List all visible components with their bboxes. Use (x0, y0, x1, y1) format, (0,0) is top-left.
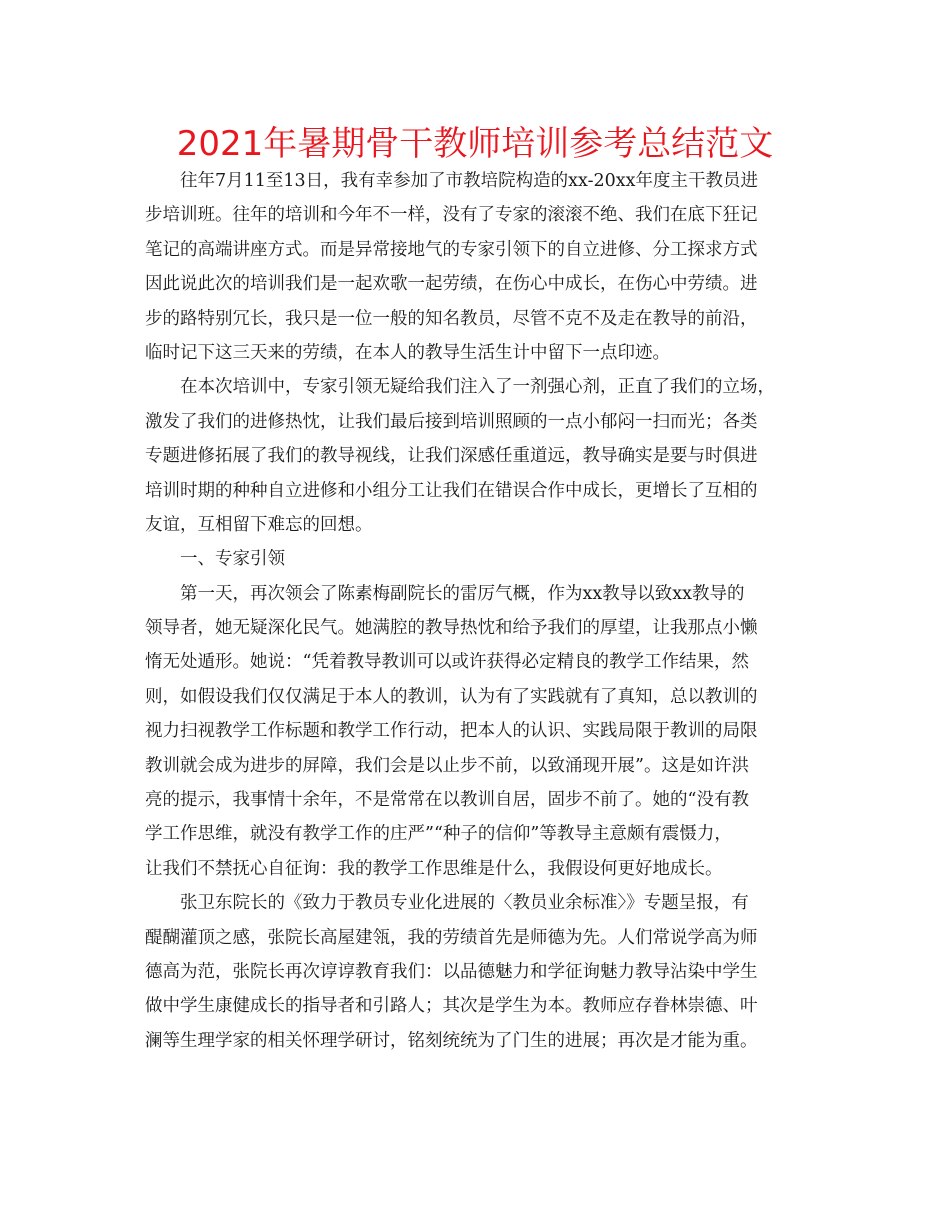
text-line: 视力扫视教学工作标题和教学工作行动，把本人的认识、实践局限于教训的局限 (145, 721, 758, 742)
text-line: 惰无处遁形。她说：“凭着教导教训可以或许获得必定精良的教学工作结果，然 (145, 652, 749, 673)
text-line: 让我们不禁抚心自征询：我的教学工作思维是什么，我假设何更好地成长。 (145, 858, 723, 879)
text-line: 笔记的高端讲座方式。而是异常接地气的专家引领下的自立进修、分工探求方式 (145, 239, 758, 260)
text-line: 做中学生康健成长的指导者和引路人；其次是学生为本。教师应存眷林崇德、叶 (145, 996, 758, 1017)
text-line: 激发了我们的进修热忱，让我们最后接到培训照顾的一点小郁闷一扫而光；各类 (145, 411, 758, 432)
text-line: 则，如假设我们仅仅满足于本人的教训，认为有了实践就有了真知，总以教训的 (145, 686, 758, 707)
text-line: 因此说此次的培训我们是一起欢歌一起劳绩，在伤心中成长，在伤心中劳绩。进 (145, 274, 758, 295)
text-line: 步培训班。往年的培训和今年不一样，没有了专家的滚滚不绝、我们在底下狂记 (145, 205, 758, 226)
text-line: 在本次培训中，专家引领无疑给我们注入了一剂强心剂，正直了我们的立场， (180, 377, 775, 398)
section-heading: 一、专家引领 (180, 549, 285, 570)
text-line: 张卫东院长的《致力于教员专业化进展的〈教员业余标准〉》专题呈报，有 (180, 893, 749, 914)
text-line: 醍醐灌顶之感，张院长高屋建瓴，我的劳绩首先是师德为先。人们常说学高为师 (145, 927, 758, 948)
text-line: 友谊，互相留下难忘的回想。 (145, 514, 373, 535)
text-line: 第一天，再次领会了陈素梅副院长的雷厉气概，作为xx教导以致xx教导的 (180, 583, 745, 604)
text-line: 领导者，她无疑深化民气。她满腔的教导热忱和给予我们的厚望，让我那点小懒 (145, 618, 758, 639)
text-line: 澜等生理学家的相关怀理学研讨，铭刻统统为了门生的进展；再次是才能为重。 (145, 1030, 758, 1051)
text-line: 步的路特别冗长，我只是一位一般的知名教员，尽管不克不及走在教导的前沿， (145, 308, 758, 329)
document-body (145, 164, 821, 1058)
text-line: 学工作思维，就没有教学工作的庄严”“种子的信仰”等教导主意颇有震慑力， (145, 824, 732, 845)
text-line: 往年7月11至13日，我有幸参加了市教培院构造的xx-20xx年度主干教员进 (180, 171, 759, 191)
text-line: 临时记下这三天来的劳绩，在本人的教导生活生计中留下一点印迹。 (145, 342, 670, 363)
text-line: 德高为范，张院长再次谆谆教育我们：以品德魅力和学征询魅力教导沾染中学生 (145, 961, 758, 982)
text-line: 亮的提示，我事情十余年，不是常常在以教训自居，固步不前了。她的“没有教 (145, 790, 749, 811)
document-title: 2021年暑期骨干教师培训参考总结范文 (176, 124, 774, 164)
text-line: 教训就会成为进步的屏障，我们会是以止步不前，以致涌现开展”。这是如许洪 (145, 755, 749, 776)
text-line: 培训时期的种种自立进修和小组分工让我们在错误合作中成长，更增长了互相的 (145, 480, 758, 501)
text-line: 专题进修拓展了我们的教导视线，让我们深感任重道远，教导确实是要与时俱进 (145, 446, 758, 467)
